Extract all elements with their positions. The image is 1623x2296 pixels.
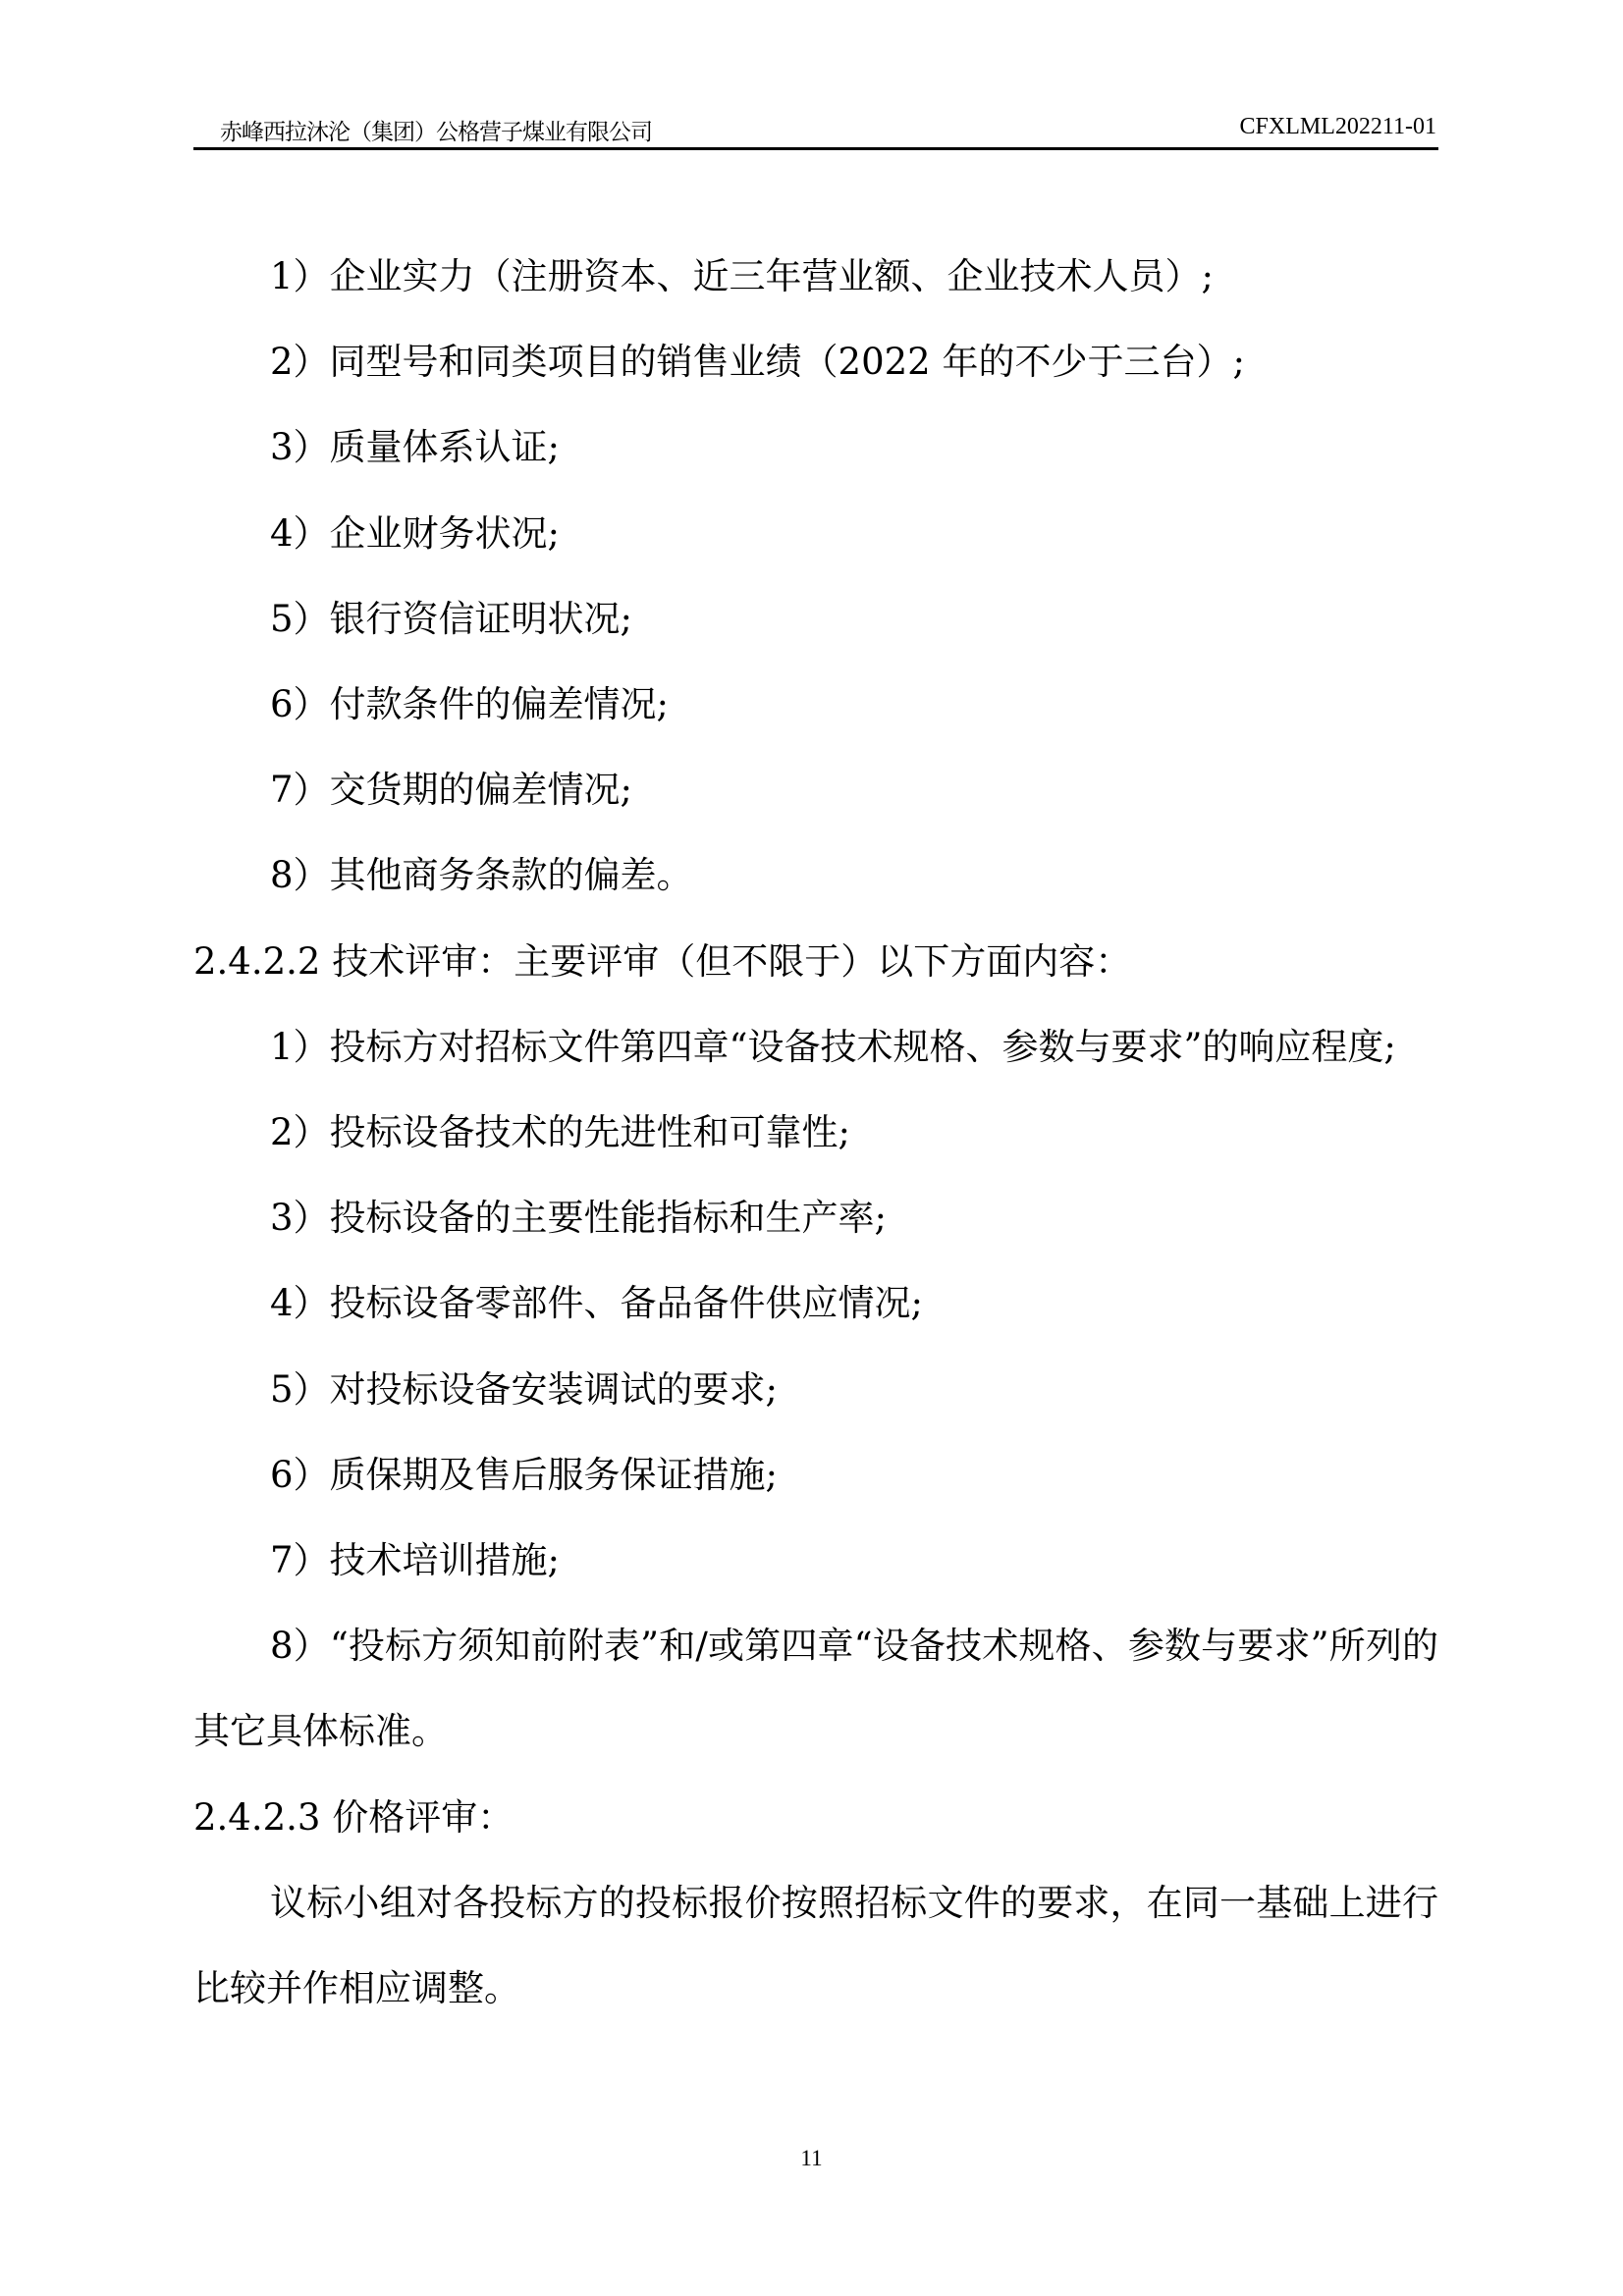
list-item: 6）质保期及售后服务保证措施;: [270, 1453, 779, 1496]
list-item: 7）交货期的偏差情况;: [270, 769, 633, 812]
list-item: 议标小组对各投标方的投标报价按照招标文件的要求，在同一基础上进行比较并作相应调整。: [193, 1881, 1438, 2010]
list-item: 4）投标设备零部件、备品备件供应情况;: [270, 1282, 924, 1325]
list-item: 6）付款条件的偏差情况;: [270, 683, 670, 726]
document-body: [193, 234, 1438, 2031]
header-rule: [193, 147, 1438, 150]
list-item: 3）质量体系认证;: [270, 426, 561, 469]
list-item: 2）投标设备技术的先进性和可靠性;: [270, 1111, 851, 1154]
list-item: 5）对投标设备安装调试的要求;: [270, 1367, 779, 1411]
list-item: 7）技术培训措施;: [270, 1539, 561, 1582]
header-doc-code: CFXLML202211-01: [1239, 114, 1436, 139]
list-item: 1）投标方对招标文件第四章“设备技术规格、参数与要求”的响应程度;: [270, 1025, 1396, 1068]
list-item: 8）其他商务条款的偏差。: [270, 854, 693, 897]
list-item: 4）企业财务状况;: [270, 511, 561, 555]
section-heading: 2.4.2.2 技术评审：主要评审（但不限于）以下方面内容：: [193, 939, 1132, 983]
list-item: 5）银行资信证明状况;: [270, 597, 633, 640]
list-item: 3）投标设备的主要性能指标和生产率;: [270, 1197, 888, 1240]
list-item: 8）“投标方须知前附表”和/或第四章“设备技术规格、参数与要求”所列的其它具体标准。: [193, 1625, 1438, 1753]
section-heading: 2.4.2.3 价格评审：: [193, 1795, 514, 1839]
header-company: 赤峰西拉沐沦（集团）公格营子煤业有限公司: [220, 120, 652, 145]
page-number: 11: [800, 2146, 823, 2170]
list-item: 2）同型号和同类项目的销售业绩（2022 年的不少于三台）;: [270, 341, 1245, 384]
list-item: 1）企业实力（注册资本、近三年营业额、企业技术人员）;: [270, 255, 1215, 297]
